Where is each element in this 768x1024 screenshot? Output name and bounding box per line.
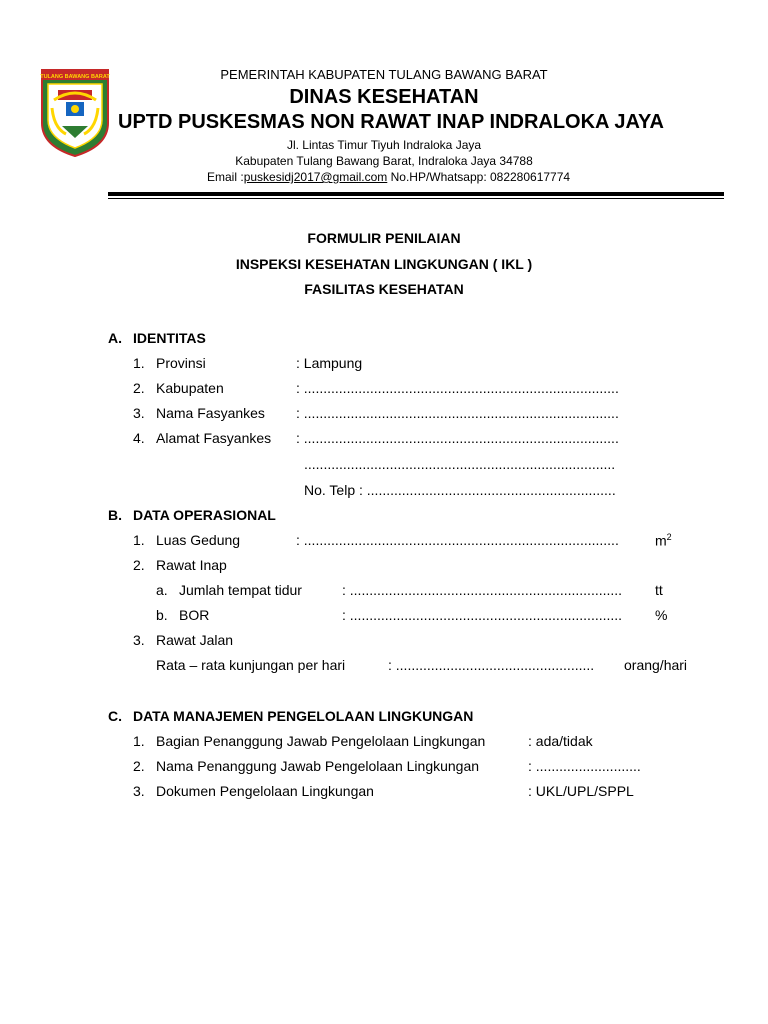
item-number: 1.	[133, 733, 145, 749]
field-label-bagian-pj: Bagian Penanggung Jawab Pengelolaan Lingkungan	[156, 733, 486, 749]
section-b-heading: DATA OPERASIONAL	[133, 507, 276, 523]
field-label-luas-gedung: Luas Gedung	[156, 532, 241, 548]
field-value-kunjungan: : ...................................................	[388, 657, 595, 673]
field-value-bor: : ......................................................................	[342, 607, 623, 623]
field-value-alamat-fasyankes: : .................................................................................	[296, 430, 619, 446]
letterhead-address-street: Jl. Lintas Timur Tiyuh Indraloka Jaya	[286, 138, 482, 152]
field-unit-luas-gedung	[655, 532, 672, 549]
field-value-kabupaten: : .................................................................................	[296, 380, 619, 396]
field-label-jumlah-tempat-tidur: Jumlah tempat tidur	[179, 582, 302, 598]
letterhead-agency: DINAS KESEHATAN	[289, 86, 479, 108]
form-subtitle: INSPEKSI KESEHATAN LINGKUNGAN ( IKL )	[235, 256, 533, 272]
letterhead-rule-thin	[108, 198, 724, 199]
sub-item-letter: b.	[156, 607, 168, 623]
item-number: 2.	[133, 557, 145, 573]
letterhead-rule-thick	[108, 192, 724, 196]
field-value-nama-pj: : ...........................	[528, 758, 641, 774]
field-label-kabupaten: Kabupaten	[156, 380, 224, 396]
field-value-luas-gedung: : .................................................................................	[296, 532, 619, 548]
form-title: FORMULIR PENILAIAN	[307, 230, 461, 246]
field-value-nama-fasyankes: : .................................................................................	[296, 405, 619, 421]
section-c-letter: C.	[108, 708, 122, 724]
field-value-bagian-pj: : ada/tidak	[528, 733, 593, 749]
unit-text: m	[655, 532, 667, 549]
field-label-dokumen: Dokumen Pengelolaan Lingkungan	[156, 783, 374, 799]
section-a-heading: IDENTITAS	[133, 330, 206, 346]
letterhead-contact	[207, 170, 570, 184]
letterhead-government: PEMERINTAH KABUPATEN TULANG BAWANG BARAT	[220, 67, 548, 82]
item-number: 3.	[133, 632, 145, 648]
field-unit-tempat-tidur: tt	[655, 582, 663, 598]
field-label-alamat-fasyankes: Alamat Fasyankes	[156, 430, 272, 446]
email-link[interactable]: puskesidj2017@gmail.com	[243, 170, 388, 184]
item-number: 1.	[133, 355, 145, 371]
letterhead-address-city: Kabupaten Tulang Bawang Barat, Indraloka Jaya 34788	[235, 154, 533, 168]
field-value-provinsi: : Lampung	[296, 355, 363, 371]
field-value-dokumen: : UKL/UPL/SPPL	[528, 783, 634, 799]
field-label-nama-fasyankes: Nama Fasyankes	[156, 405, 265, 421]
field-label-kunjungan: Rata – rata kunjungan per hari	[156, 657, 346, 673]
section-b-letter: B.	[108, 507, 122, 523]
item-number: 1.	[133, 532, 145, 548]
field-unit-kunjungan: orang/hari	[624, 657, 688, 673]
field-label-bor: BOR	[179, 607, 210, 623]
section-a-letter: A.	[108, 330, 122, 346]
phone-text: No.HP/Whatsapp: 082280617774	[387, 170, 571, 184]
form-category: FASILITAS KESEHATAN	[304, 281, 464, 297]
field-telp: No. Telp : ................................................................	[304, 482, 616, 498]
item-number: 4.	[133, 430, 145, 446]
field-value-jumlah-tempat-tidur: : ......................................................................	[342, 582, 623, 598]
section-c-heading: DATA MANAJEMEN PENGELOLAAN LINGKUNGAN	[133, 708, 474, 724]
logo-text: TULANG BAWANG BARAT	[40, 74, 110, 80]
field-label-rawat-jalan: Rawat Jalan	[156, 632, 234, 648]
field-label-nama-pj: Nama Penanggung Jawab Pengelolaan Lingkungan	[156, 758, 480, 774]
field-value-alamat-continued: ................................................................................	[304, 456, 616, 472]
sub-item-letter: a.	[156, 582, 168, 598]
field-unit-bor: %	[655, 607, 668, 623]
item-number: 2.	[133, 758, 145, 774]
item-number: 2.	[133, 380, 145, 396]
item-number: 3.	[133, 783, 145, 799]
field-label-rawat-inap: Rawat Inap	[156, 557, 227, 573]
field-label-provinsi: Provinsi	[156, 355, 206, 371]
unit-superscript: 2	[666, 532, 672, 542]
item-number: 3.	[133, 405, 145, 421]
email-label: Email :	[207, 170, 244, 184]
letterhead-facility: UPTD PUSKESMAS NON RAWAT INAP INDRALOKA JAYA	[118, 111, 664, 133]
